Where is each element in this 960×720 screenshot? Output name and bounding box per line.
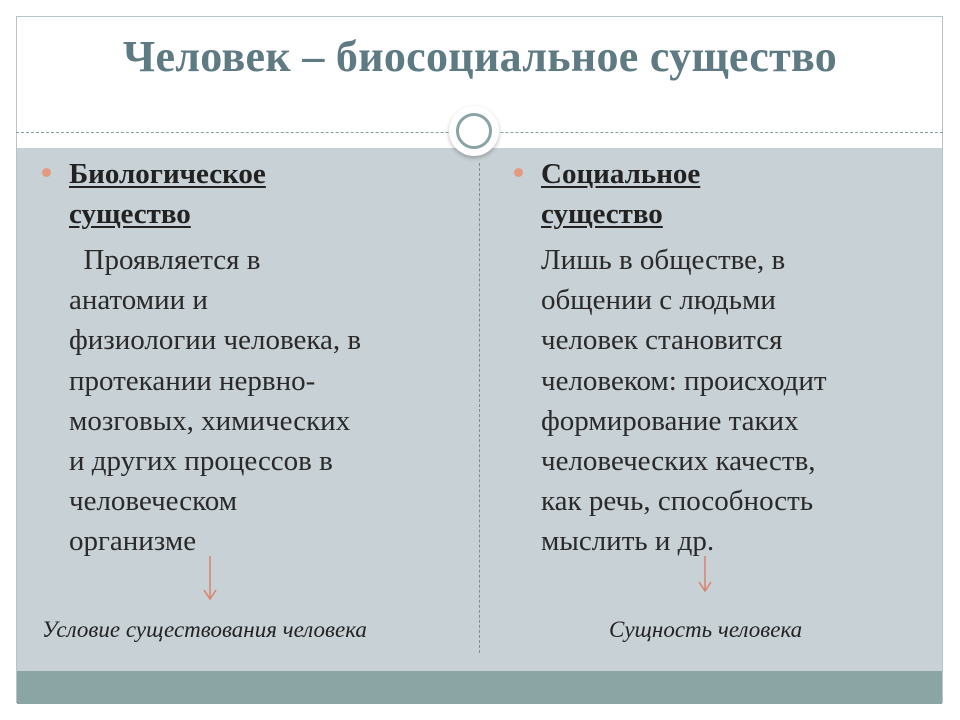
circle-ornament-icon (449, 106, 499, 156)
bullet-icon (514, 168, 523, 177)
left-body-line: организме (69, 525, 197, 558)
left-body-line: мозговых, химических (69, 404, 351, 437)
right-body-line: общении с людьми (541, 284, 776, 317)
bullet-icon (42, 168, 51, 177)
left-body-line: и других процессов в (69, 445, 333, 478)
down-arrow-icon (695, 554, 715, 594)
left-caption: Условие существования человека (42, 617, 367, 642)
left-heading-line: существо (69, 198, 191, 230)
right-body-line: формирование таких (541, 404, 799, 437)
left-body-line: физиологии человека, в (69, 324, 362, 357)
right-heading-line: существо (541, 198, 663, 230)
left-body (69, 240, 361, 562)
left-heading (69, 154, 266, 234)
footer-band (17, 671, 942, 704)
right-body-line: как речь, способность (541, 485, 814, 518)
right-body (541, 240, 827, 562)
right-heading-line: Социальное (541, 158, 701, 190)
left-body-line: Проявляется в (69, 244, 261, 276)
left-body-line: анатомии и (69, 284, 208, 317)
right-body-line: Лишь в обществе, в (541, 244, 786, 276)
right-body-line: мыслить и др. (541, 525, 715, 558)
column-divider (479, 163, 480, 653)
right-body-line: человеком: происходит (541, 364, 827, 397)
right-caption: Сущность человека (609, 617, 803, 642)
left-body-line: человеческом (69, 485, 238, 518)
slide-title: Человек – биосоциальное существо (122, 32, 838, 81)
down-arrow-icon (200, 554, 220, 602)
left-body-line: протекании нервно- (69, 364, 316, 397)
right-heading (541, 154, 700, 234)
left-heading-line: Биологическое (69, 158, 266, 190)
right-body-line: человеческих качеств, (541, 445, 816, 478)
right-body-line: человек становится (541, 324, 783, 357)
